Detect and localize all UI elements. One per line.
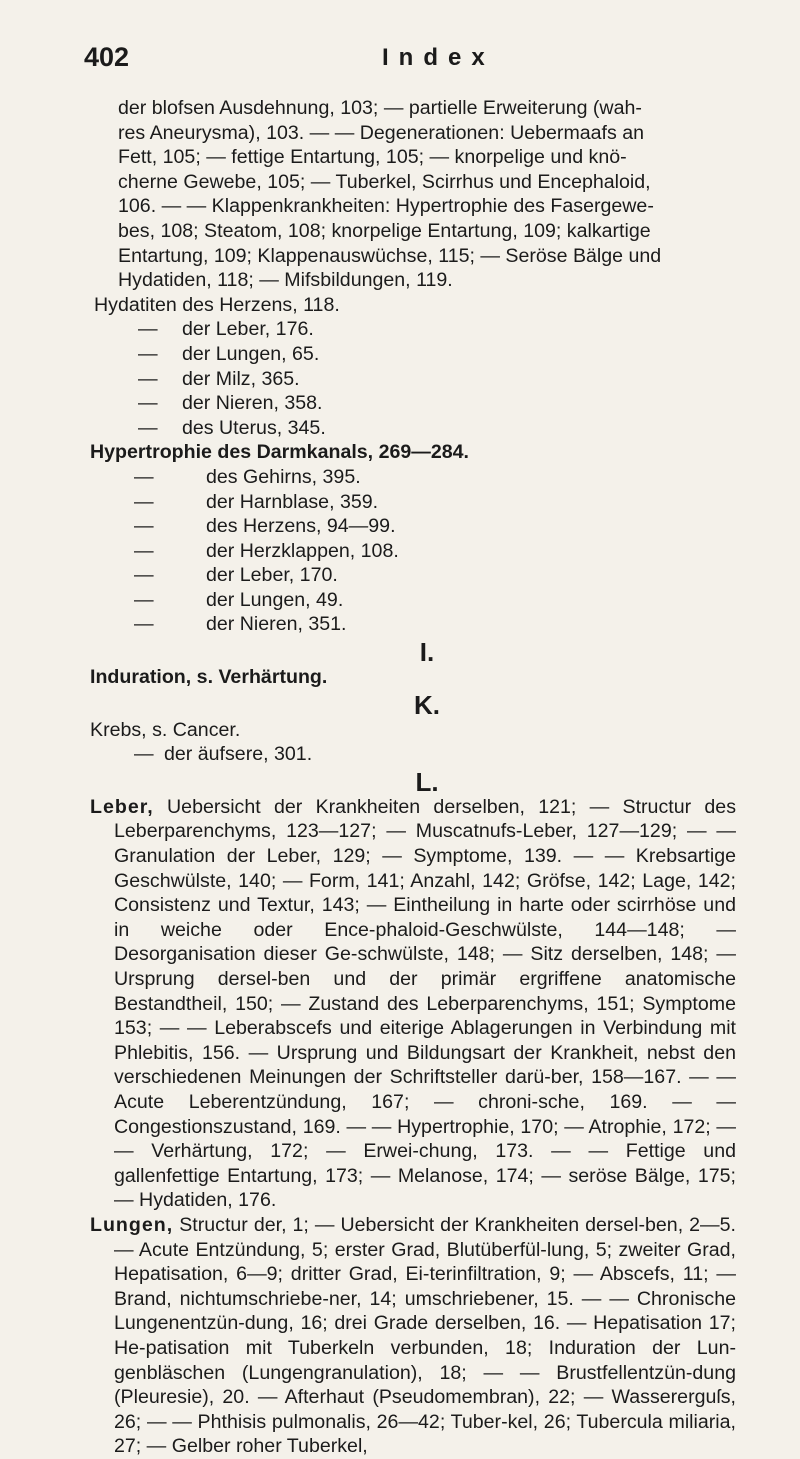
text-line: Hydatiden, 118; — Mifsbildungen, 119. xyxy=(118,269,453,292)
intro-continuation xyxy=(118,96,736,293)
text-line: Fett, 105; — fettige Entartung, 105; — knorpelige und knö- xyxy=(118,146,627,169)
sub-entry: — der Leber, 176. xyxy=(138,318,314,341)
sub-entry: — des Gehirns, 395. xyxy=(134,465,361,488)
sub-entry: — der Nieren, 358. xyxy=(138,392,323,415)
running-head: Index xyxy=(382,44,495,71)
entry-body: Structur der, 1; — Uebersicht der Krankheiten dersel-ben, 2—5. — Acute Entzündung, 5; erster Grad, Blutüberfül-lung, 5; zweiter Grad, Hepatisation, 6—9; dritter Grad, Ei-terinfiltration, 9; — Abscefs, 11; — Brand, nichtumschriebe-ner, 14; umschriebener, 15. — — Chronische Lungenentzün-dung, 16; drei Grade derselben, 16. — Hepatisation 17; He-patisation mit Tuberkeln verbunden, 18; Induration der Lun-genbläschen (Lungengranulation), 18; — — Brustfellentzün-dung (Pleuresie), 20. — Afterhaut (Pseudomembran), 22; — Wassererguſs, 26; — — Phthisis pulmonalis, 26—42; Tuber-kel, 26; Tubercula miliaria, 27; — Gelber roher Tuberkel, xyxy=(114,1213,736,1458)
sub-entry: — der äufsere, 301. xyxy=(134,743,313,766)
text-line: 106. — — Klappenkrankheiten: Hypertrophie des Fasergewe- xyxy=(118,195,654,218)
lungen-entry xyxy=(90,1213,736,1459)
text-line: der blofsen Ausdehnung, 103; — partielle Erweiterung (wah- xyxy=(118,97,642,119)
text-line: bes, 108; Steatom, 108; knorpelige Entartung, 109; kalkartige xyxy=(118,219,651,242)
entry-head: Hypertrophie des Darmkanals, 269—284. xyxy=(90,441,469,464)
entry-body: Uebersicht der Krankheiten derselben, 121; — Structur des Leberparenchyms, 123—127; — Muscatnufs-Leber, 127—129; — — Granulation der Leber, 129; — Symptome, 139. — — Krebsartige Geschwülste, 140; — Form, 141; Anzahl, 142; Gröfse, 142; Lage, 142; Consistenz und Textur, 143; — Eintheilung in harte oder scirrhöse und in weiche oder Ence-phaloid-Geschwülste, 144—148; — Desorganisation dieser Ge-schwülste, 148; — Sitz derselben, 148; — Ursprung dersel-ben und der primär ergriffene anatomische Bestandtheil, 150; — Zustand des Leberparenchyms, 151; Symptome 153; — — Leberabscefs und eiterige Ablagerungen in Verbindung mit Phlebitis, 156. — Ursprung und Bildungsart der Krankheit, nebst den verschiedenen Meinungen der Schriftsteller darü-ber, 158—167. — — Acute Leberentzündung, 167; — chroni-sche, 169. — — Congestionszustand, 169. — — Hypertrophie, 170; — Atrophie, 172; — — Verhärtung, 172; — Erwei-chung, 173. — — Fettige und gallenfettige Entartung, 173; — Melanose, 174; — seröse Bälge, 175; — Hydatiden, 176. xyxy=(114,795,736,1212)
hypertrophie-entry xyxy=(90,440,736,637)
text-line: Entartung, 109; Klappenauswüchse, 115; — Seröse Bälge und xyxy=(118,244,662,267)
page-number: 402 xyxy=(84,42,130,72)
sub-entry: — der Lungen, 49. xyxy=(134,588,344,611)
text-line: cherne Gewebe, 105; — Tuberkel, Scirrhus und Encephaloid, xyxy=(118,170,651,193)
entry-head: Krebs, s. Cancer. xyxy=(90,718,241,741)
entry-head: Induration, s. Verhärtung. xyxy=(90,666,328,689)
sub-entry: — der Leber, 170. xyxy=(134,564,338,587)
sub-entry: — der Lungen, 65. xyxy=(138,342,320,365)
entry-head: Hydatiten des Herzens, 118. xyxy=(94,293,340,316)
index-body xyxy=(90,96,736,1459)
sub-entry: — der Nieren, 351. xyxy=(134,613,347,636)
text-line: res Aneurysma), 103. — — Degenerationen: Uebermaafs an xyxy=(118,121,645,144)
entry-head: Leber, xyxy=(90,795,154,818)
sub-entry: — der Harnblase, 359. xyxy=(134,490,379,513)
sub-entry: — des Herzens, 94—99. xyxy=(134,515,396,538)
entry-head: Lungen, xyxy=(90,1213,174,1236)
hydatiden-entry xyxy=(94,293,736,441)
section-letter-i: I. xyxy=(419,637,435,668)
section-letter-k: K. xyxy=(414,689,440,720)
sub-entry: — des Uterus, 345. xyxy=(138,416,326,439)
page-header xyxy=(84,42,744,82)
section-letter-l: L. xyxy=(415,766,439,797)
sub-entry: — der Herzklappen, 108. xyxy=(134,539,399,562)
leber-entry xyxy=(90,795,736,1213)
sub-entry: — der Milz, 365. xyxy=(138,367,300,390)
